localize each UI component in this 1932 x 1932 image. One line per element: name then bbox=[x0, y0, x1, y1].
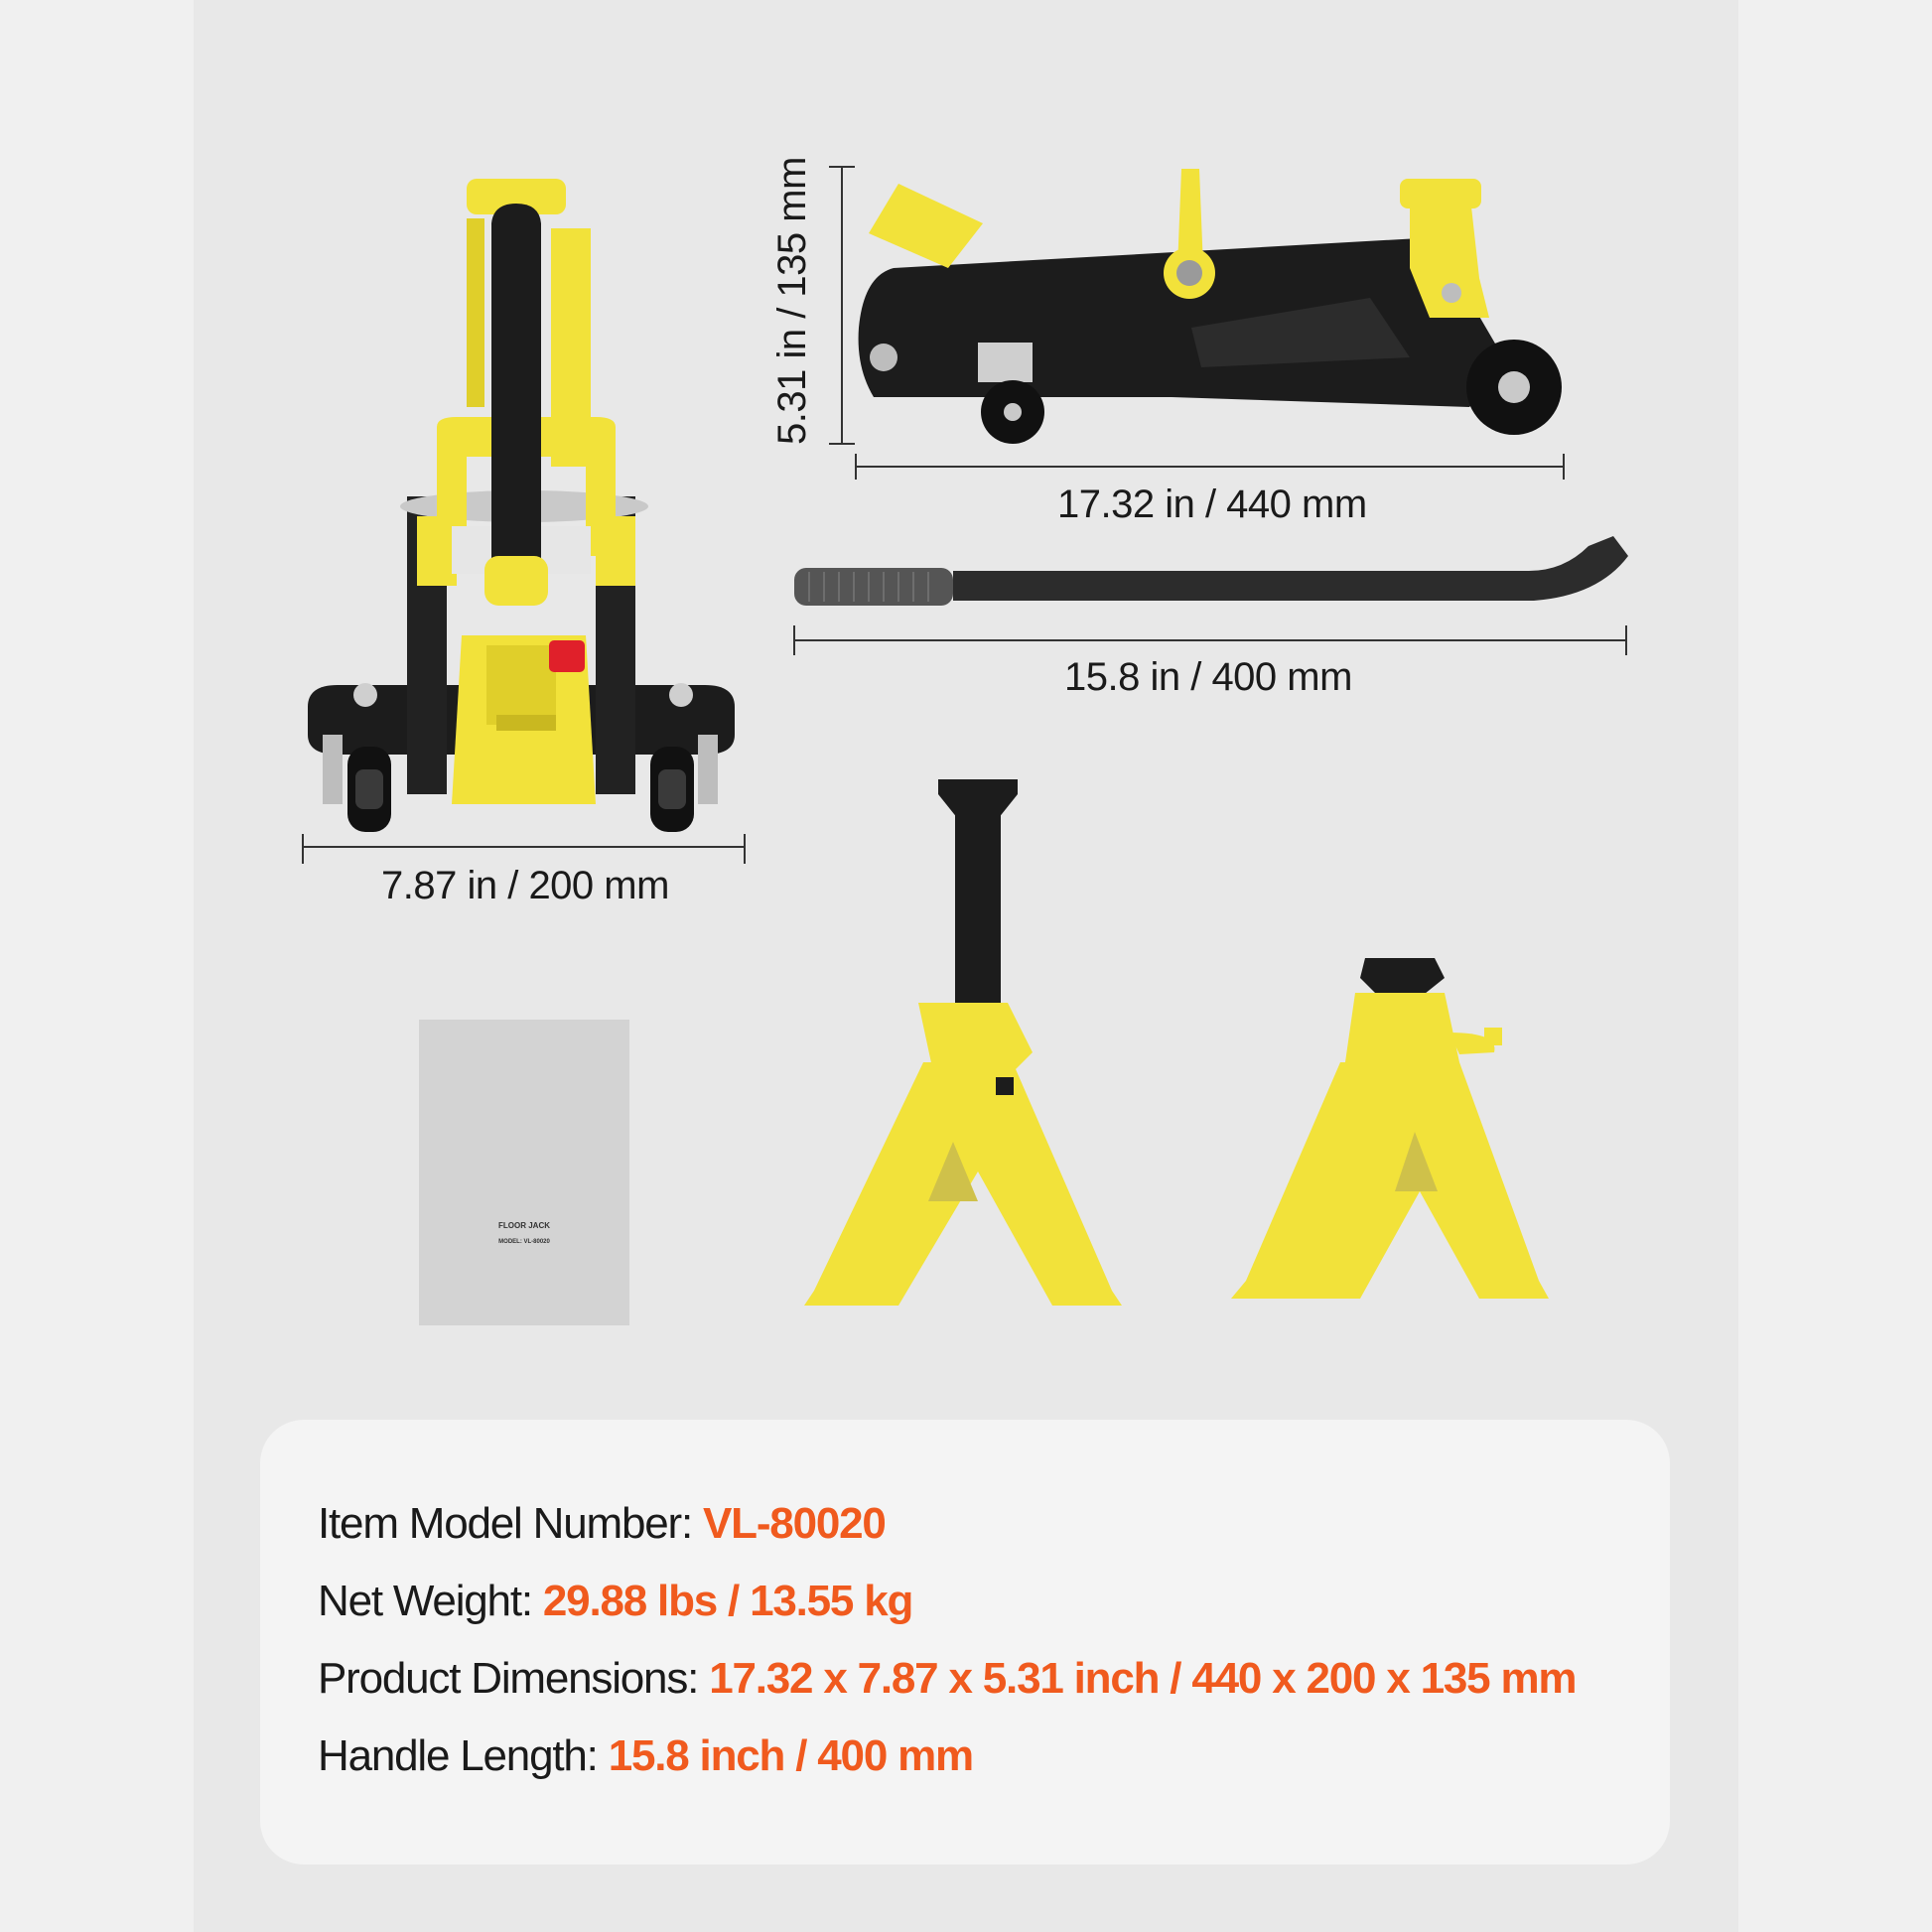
handle-bar bbox=[794, 536, 1628, 606]
handle-length-label: 15.8 in / 400 mm bbox=[1064, 655, 1352, 699]
front-width-label: 7.87 in / 200 mm bbox=[381, 864, 669, 907]
manual-model: MODEL: VL-80020 bbox=[498, 1239, 550, 1245]
spec-label: Product Dimensions: bbox=[318, 1654, 710, 1703]
spec-row-dimensions bbox=[318, 1654, 1576, 1704]
spec-row-model bbox=[318, 1499, 886, 1549]
spec-value: 29.88 lbs / 13.55 kg bbox=[542, 1577, 913, 1625]
side-height-label: 5.31 in / 135 mm bbox=[770, 157, 814, 445]
spec-value: 17.32 x 7.87 x 5.31 inch / 440 x 200 x 135 mm bbox=[709, 1654, 1577, 1703]
spec-label: Handle Length: bbox=[318, 1731, 609, 1780]
spec-row-weight bbox=[318, 1577, 912, 1626]
spec-row-handle bbox=[318, 1731, 973, 1781]
user-manual bbox=[419, 1020, 629, 1325]
spec-label: Net Weight: bbox=[318, 1577, 543, 1625]
spec-label: Item Model Number: bbox=[318, 1499, 704, 1548]
floor-jack-front-view bbox=[308, 179, 735, 832]
jack-stand-short bbox=[1231, 958, 1549, 1299]
manual-title: FLOOR JACK bbox=[498, 1221, 550, 1230]
jack-stand-tall bbox=[804, 779, 1122, 1306]
spec-value: VL-80020 bbox=[703, 1499, 886, 1548]
floor-jack-side-view bbox=[859, 169, 1562, 444]
side-length-label: 17.32 in / 440 mm bbox=[1057, 483, 1367, 526]
spec-value: 15.8 inch / 400 mm bbox=[608, 1731, 973, 1780]
specifications-card bbox=[260, 1420, 1670, 1864]
